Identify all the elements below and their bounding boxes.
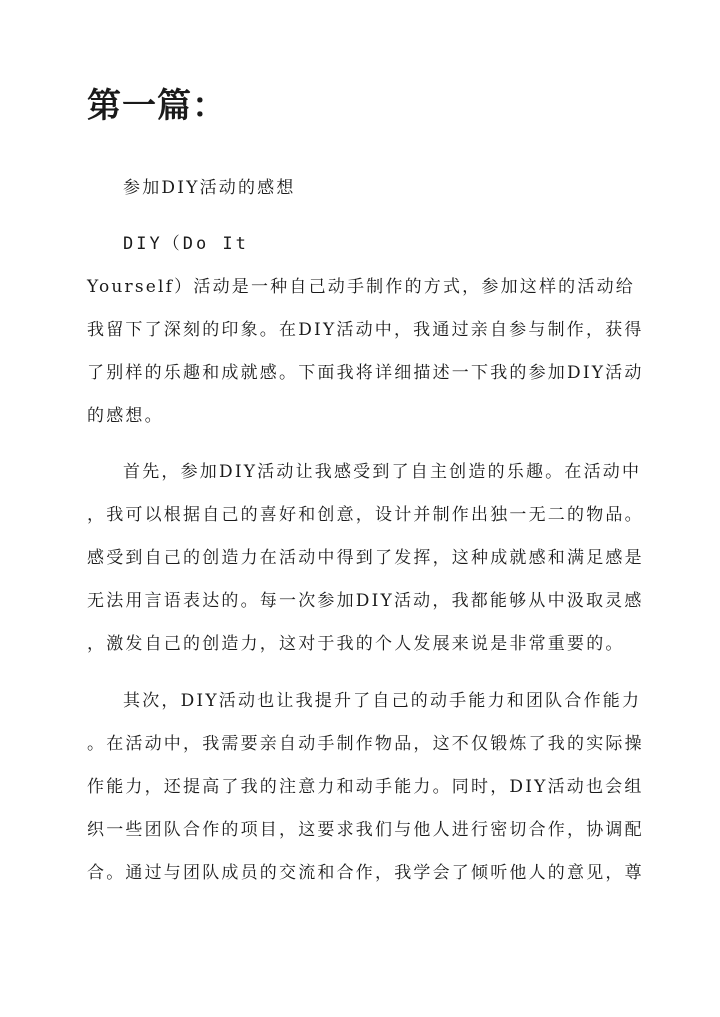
intro-line: 了别样的乐趣和成就感。下面我将详细描述一下我的参加DIY活动 [87,363,644,383]
document-heading: 第一篇： [87,86,227,126]
paragraph1-line: ，我可以根据自己的喜好和创意，设计并制作出独一无二的物品。 [87,505,644,525]
intro-line: DIY（Do It [123,234,249,254]
paragraph2-line: 合。通过与团队成员的交流和合作，我学会了倾听他人的意见，尊 [87,863,644,883]
paragraph1-line: 感受到自己的创造力在活动中得到了发挥，这种成就感和满足感是 [87,548,644,568]
intro-line: 的感想。 [87,406,164,426]
paragraph1-line: ，激发自己的创造力，这对于我的个人发展来说是非常重要的。 [87,634,625,654]
document-subtitle: 参加DIY活动的感想 [123,178,296,198]
paragraph2-line: 其次，DIY活动也让我提升了自己的动手能力和团队合作能力 [123,691,642,711]
paragraph1-line: 无法用言语表达的。每一次参加DIY活动，我都能够从中汲取灵感 [87,591,644,611]
intro-line: 我留下了深刻的印象。在DIY活动中，我通过亲自参与制作，获得 [87,320,644,340]
paragraph2-line: 织一些团队合作的项目，这要求我们与他人进行密切合作，协调配 [87,820,644,840]
paragraph2-line: 作能力，还提高了我的注意力和动手能力。同时，DIY活动也会组 [87,777,644,797]
intro-line: Yourself）活动是一种自己动手制作的方式，参加这样的活动给 [87,277,635,297]
paragraph2-line: 。在活动中，我需要亲自动手制作物品，这不仅锻炼了我的实际操 [87,734,644,754]
paragraph1-line: 首先，参加DIY活动让我感受到了自主创造的乐趣。在活动中 [123,462,642,482]
